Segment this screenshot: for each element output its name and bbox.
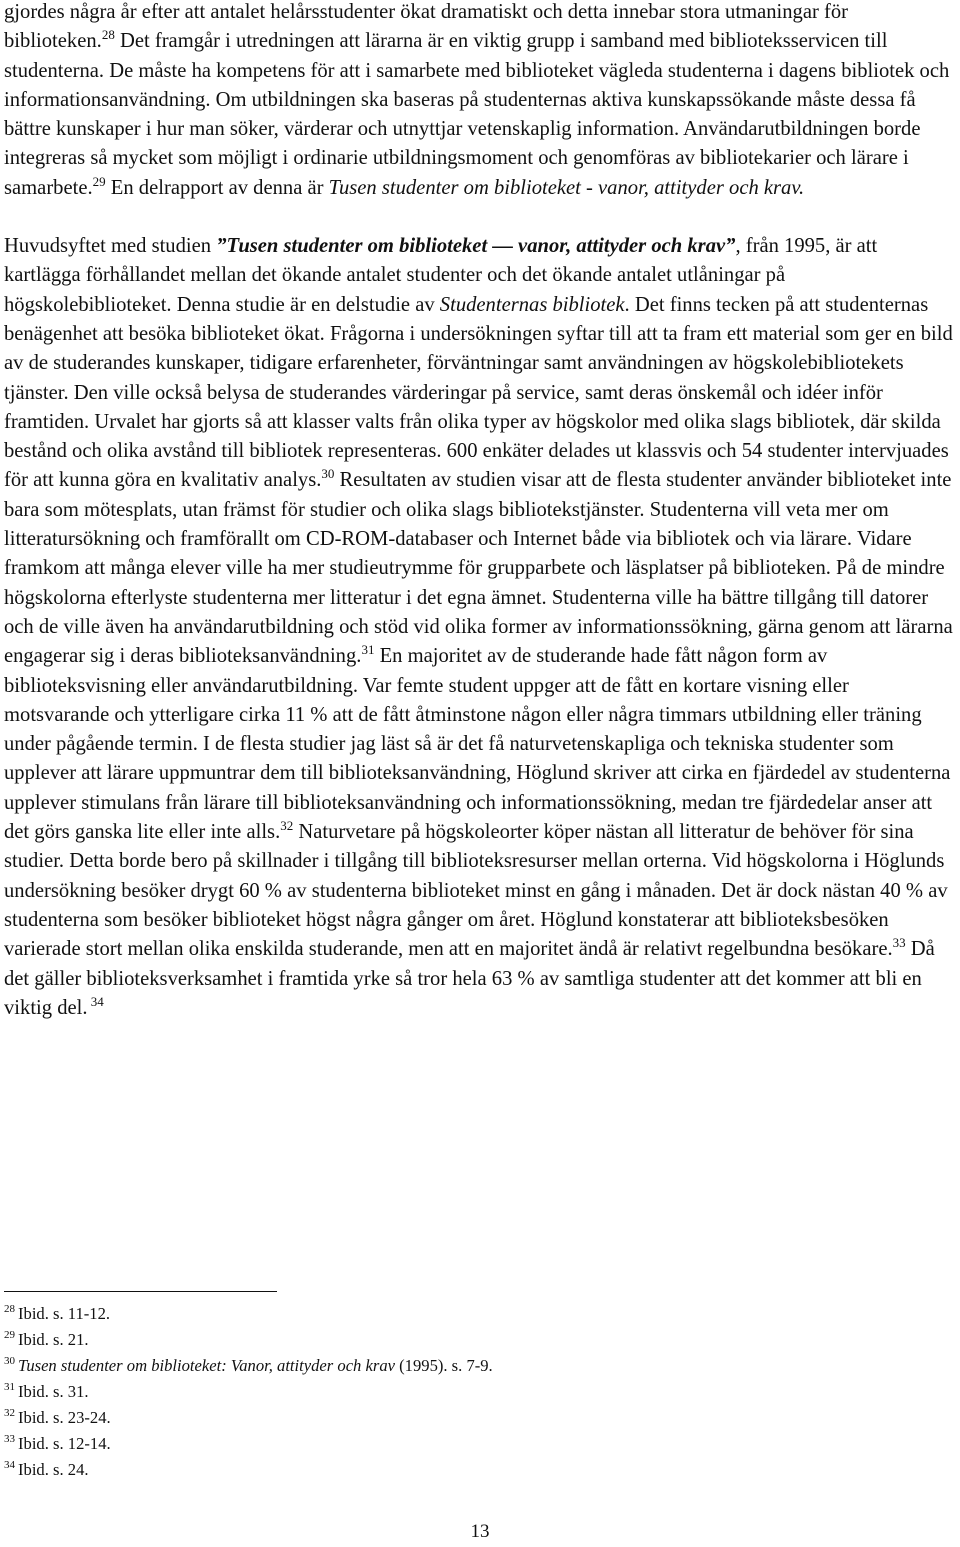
paragraph-2-text-3: . Det finns tecken på att studenternas benägenhet att besöka biblioteket ökat. Frågorna i undersökningen syftar till att ta fram ett material som ger en bild av de studerandes kunskaper, tidigare erfarenheter, förväntningar samt användningen av högskolebibliotekets tjänster. Den ville också belysa de studerandes värderingar på service, samt deras önskemål och idéer inför framtiden. Urvalet har gjorts så att klasser valts från olika typer av högskolor med olika slags bibliotek, där skilda bestånd och olika avstånd till bibliotek representeras. 600 enkäter delades ut klassvis och 54 studenter intervjuades för att kunna göra en kvalitativ analys. [4, 293, 953, 492]
page-body [4, 0, 954, 1023]
footnote-text: Ibid. s. 21. [18, 1330, 89, 1349]
footnote-number: 31 [4, 1381, 15, 1393]
footnote-text: Ibid. s. 11-12. [18, 1304, 111, 1323]
footnote-ref-33[interactable]: 33 [892, 935, 906, 951]
footnote-ref-30[interactable]: 30 [321, 466, 335, 482]
footnote-ref-34[interactable]: 34 [87, 993, 104, 1009]
footnotes [4, 1302, 904, 1484]
footnote-text: Ibid. s. 23-24. [18, 1408, 111, 1427]
study-title-bold-italic: ”Tusen studenter om biblioteket — vanor, attityder och krav” [216, 235, 736, 258]
paragraph-2-text-1: Huvudsyftet med studien [4, 235, 217, 258]
footnote-number: 29 [4, 1329, 15, 1341]
footnote-number: 33 [4, 1433, 15, 1445]
footnote-text: Ibid. s. 12-14. [18, 1434, 111, 1453]
footnote-ref-28[interactable]: 28 [101, 27, 115, 43]
page-number: 13 [470, 1521, 490, 1542]
footnote-number: 28 [4, 1303, 15, 1315]
paragraph-1-text-3: En delrapport av denna är [105, 176, 329, 199]
footnote-30 [4, 1354, 904, 1380]
footnote-number: 34 [4, 1459, 15, 1471]
footnote-number: 32 [4, 1407, 15, 1419]
paragraph-2-text-4: Resultaten av studien visar att de flesta studenter använder biblioteket inte bara som mötesplats, utan främst för studier och olika slags bibliotekstjänster. Studenterna vill veta mer om litteratursökning och framförallt om CD-ROM-databaser och Internet både via bibliotek och via lärare. Vidare framkom att många elever ville ha mer studieutrymme för grupparbete och läsplatser på biblioteken. På de mindre högskolorna efterlyste studenterna mer litteratur i det egna ämnet. Studenterna ville ha bättre tillgång till datorer och de ville även ha användarutbildning och stöd vid olika former av informationssökning, gärna genom att lärarna engagerar sig i deras biblioteksanvändning. [4, 469, 953, 668]
report-title-italic: Tusen studenter om biblioteket - vanor, attityder och krav. [328, 176, 805, 199]
footnote-ref-31[interactable]: 31 [361, 642, 375, 658]
paragraph-1-text-2: Det framgår i utredningen att lärarna är en viktig grupp i samband med biblioteksservicen till studenterna. De måste ha kompetens för att i samarbete med biblioteket vägleda studenterna i dagens bibliotek och informationsanvändning. Om utbildningen ska baseras på studenternas aktiva kunskapssökande måste dessa få bättre kunskaper i hur man söker, värderar och utnyttjar vetenskaplig information. Användarutbildningen borde integreras så mycket som möjligt i ordinarie utbildningsmoment och genomföras av bibliotekarier och lärare i samarbete. [4, 30, 950, 199]
footnote-title-italic: Tusen studenter om biblioteket: Vanor, attityder och krav [18, 1356, 395, 1375]
footnote-text: Ibid. s. 24. [18, 1460, 89, 1479]
footnote-34 [4, 1458, 904, 1484]
paragraph-2-text-6: Naturvetare på högskoleorter köper nästan all litteratur de behöver för sina studier. Detta borde bero på skillnader i tillgång till biblioteksresurser mellan orterna. Vid högskolorna i Höglunds undersökning besöker drygt 60 % av studenterna biblioteket minst en gång i månaden. Det är dock nästan 40 % av studenterna som besöker biblioteket högst några gånger om året. Höglund konstaterar att biblioteksbesöken varierade stort mellan olika enskilda studerande, men att en majoritet ändå är relativt regelbundna besökare. [4, 821, 948, 961]
footnote-number: 30 [4, 1355, 15, 1367]
paragraph-2 [4, 232, 954, 1023]
footnote-33 [4, 1432, 904, 1458]
paragraph-1-text-1: gjordes några år efter att antalet helårsstudenter ökat dramatiskt och detta innebar stora utmaningar för biblioteken. [4, 1, 849, 53]
footnote-ref-29[interactable]: 29 [92, 173, 106, 189]
footnote-32 [4, 1406, 904, 1432]
footnote-ref-32[interactable]: 32 [280, 818, 294, 834]
footnote-text: Ibid. s. 31. [18, 1382, 89, 1401]
substudy-title-italic: Studenternas bibliotek [439, 293, 625, 316]
footnote-31 [4, 1380, 904, 1406]
footnote-29 [4, 1328, 904, 1354]
paragraph-1 [4, 0, 954, 203]
footnote-text: (1995). s. 7-9. [395, 1356, 493, 1375]
footnote-separator [4, 1291, 277, 1292]
paragraph-2-text-5: En majoritet av de studerande hade fått någon form av biblioteksvisning eller användarutbildning. Var femte student uppger att de fått en kortare visning eller motsvarande och ytterligare cirka 11 % att de fått åtminstone någon eller några timmars utbildning eller träning under pågående termin. I de flesta studier jag läst så är det få naturvetenskapliga och tekniska studenter som upplever att lärare uppmuntrar dem till biblioteksanvändning, Höglund skriver att cirka en fjärdedel av studenterna upplever stimulans från lärare till biblioteksanvändning och informationssökning, medan tre fjärdedelar anser att det görs ganska lite eller inte alls. [4, 645, 951, 844]
footnote-28 [4, 1302, 904, 1328]
paragraph-2-text-2: , från 1995, är att kartlägga förhållandet mellan det ökande antalet studenter och det ökande antalet utlåningar på högskolebiblioteket. Denna studie är en delstudie av [4, 235, 878, 316]
paragraph-2-text-7: Då det gäller biblioteksverksamhet i framtida yrke så tror hela 63 % av samtliga studenter att det kommer att bli en viktig del. [4, 938, 935, 1019]
